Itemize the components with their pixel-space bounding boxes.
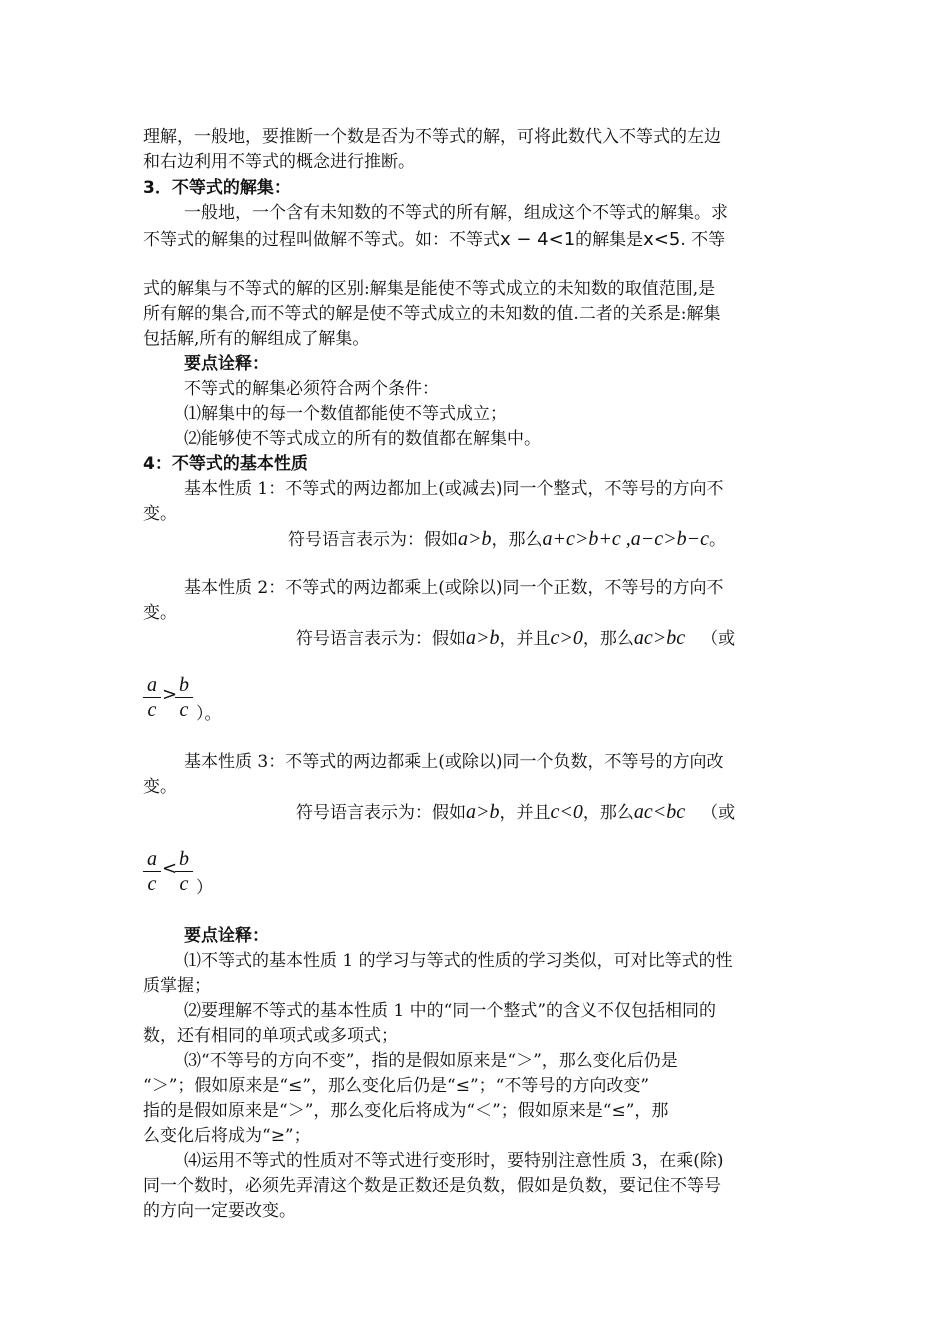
text-line: 指的是假如原来是“＞”，那么变化后将成为“＜”；假如原来是“≤”，那 — [143, 1101, 669, 1121]
math-expression: ac<bc — [633, 801, 686, 823]
text-segment: ，那么 — [582, 629, 634, 649]
denominator: c — [147, 873, 157, 895]
text-line: 一般地，一个含有未知数的不等式的所有解，组成这个不等式的解集。求 — [184, 203, 728, 223]
text-line: 么变化后将成为“≥”； — [143, 1126, 311, 1146]
text-segment: ）。 — [196, 704, 222, 724]
text-line: ⑷运用不等式的性质对不等式进行变形时，要特别注意性质 3，在乘(除) — [184, 1151, 724, 1171]
denominator: c — [147, 699, 157, 721]
fraction-bar — [143, 871, 161, 872]
text-line: 数，还有相同的单项式或多项式； — [143, 1026, 398, 1046]
math-expression: c>0 — [550, 627, 583, 649]
text-line: 理解，一般地，要推断一个数是否为不等式的解，可将此数代入不等式的左边 — [143, 127, 721, 147]
denominator: c — [179, 873, 189, 895]
text-line: 和右边利用不等式的概念进行推断。 — [143, 152, 415, 172]
text-line: 式的解集与不等式的解的区别:解集是能使不等式成立的未知数的取值范围,是 — [143, 279, 716, 299]
text-segment: 符号语言表示为：假如 — [288, 530, 458, 550]
fraction — [143, 848, 161, 895]
text-line — [143, 228, 725, 252]
math-expression: a>b — [458, 528, 492, 550]
fraction-bar — [175, 697, 193, 698]
math-expression: a+c>b+c ,a−c>b−c — [542, 528, 709, 550]
text-segment: ，那么 — [582, 803, 634, 823]
symbolic-statement — [296, 800, 735, 825]
text-line: 变。 — [143, 504, 177, 524]
text-line: ⑵要理解不等式的基本性质 1 中的“同一个整式”的含义不仅包括相同的 — [184, 1001, 717, 1021]
numerator: b — [179, 848, 189, 870]
text-line: ⑴不等式的基本性质 1 的学习与等式的性质的学习类似，可对比等式的性 — [184, 951, 733, 971]
math-expression: x − 4<1 — [500, 229, 576, 250]
text-line: 基本性质 2：不等式的两边都乘上(或除以)同一个正数，不等号的方向不 — [184, 578, 724, 598]
comparison-symbol: < — [162, 858, 178, 879]
note-heading: 要点诠释： — [184, 354, 269, 374]
text-segment: . 不等 — [680, 230, 726, 250]
text-segment: 的解集是 — [575, 230, 644, 250]
text-segment: ，并且 — [499, 629, 551, 649]
text-line: 质掌握； — [143, 976, 211, 996]
text-segment: 符号语言表示为：假如 — [296, 803, 466, 823]
denominator: c — [179, 699, 189, 721]
text-segment: ） — [196, 878, 213, 898]
text-segment: 不等式的解集的过程叫做解不等式。如：不等式 — [143, 230, 500, 250]
fraction — [175, 674, 193, 721]
section-heading: 3．不等式的解集： — [143, 178, 291, 198]
symbolic-statement — [296, 626, 735, 651]
text-line: 变。 — [143, 603, 177, 623]
note-heading: 要点诠释： — [184, 926, 269, 946]
text-line: 同一个数时，必须先弄清这个数是正数还是负数，假如是负数，要记住不等号 — [143, 1176, 721, 1196]
text-segment: 符号语言表示为：假如 — [296, 629, 466, 649]
math-expression: a>b — [466, 801, 500, 823]
text-line: 变。 — [143, 777, 177, 797]
text-segment: （或 — [701, 803, 736, 823]
text-line: ⑶“不等号的方向不变”，指的是假如原来是“＞”，那么变化后仍是 — [184, 1051, 678, 1071]
text-segment: ，那么 — [491, 530, 543, 550]
text-segment: 。 — [708, 530, 726, 550]
text-line: ⑴解集中的每一个数值都能使不等式成立； — [184, 404, 507, 424]
text-line: 基本性质 1：不等式的两边都加上(或减去)同一个整式，不等号的方向不 — [184, 479, 724, 499]
math-expression: a>b — [466, 627, 500, 649]
math-expression: c<0 — [550, 801, 583, 823]
numerator: b — [179, 674, 189, 696]
math-expression: ac>bc — [633, 627, 686, 649]
section-heading: 4：不等式的基本性质 — [143, 454, 308, 474]
fraction-bar — [143, 697, 161, 698]
text-line: “＞”；假如原来是“≤”，那么变化后仍是“≤”；“不等号的方向改变” — [143, 1076, 650, 1096]
comparison-symbol: > — [162, 684, 178, 705]
text-segment: ，并且 — [499, 803, 551, 823]
fraction — [143, 674, 161, 721]
text-line: 基本性质 3：不等式的两边都乘上(或除以)同一个负数，不等号的方向改 — [184, 752, 724, 772]
fraction — [175, 848, 193, 895]
numerator: a — [147, 674, 157, 696]
text-line: 所有解的集合,而不等式的解是使不等式成立的未知数的值.二者的关系是:解集 — [143, 304, 721, 324]
symbolic-statement — [288, 527, 726, 552]
fraction-bar — [175, 871, 193, 872]
text-line: 的方向一定要改变。 — [143, 1201, 296, 1221]
text-line: ⑵能够使不等式成立的所有的数值都在解集中。 — [184, 429, 541, 449]
text-segment: （或 — [701, 629, 736, 649]
text-line: 不等式的解集必须符合两个条件： — [184, 379, 439, 399]
text-line: 包括解,所有的解组成了解集。 — [143, 329, 370, 349]
math-expression: x<5 — [643, 229, 681, 250]
numerator: a — [147, 848, 157, 870]
